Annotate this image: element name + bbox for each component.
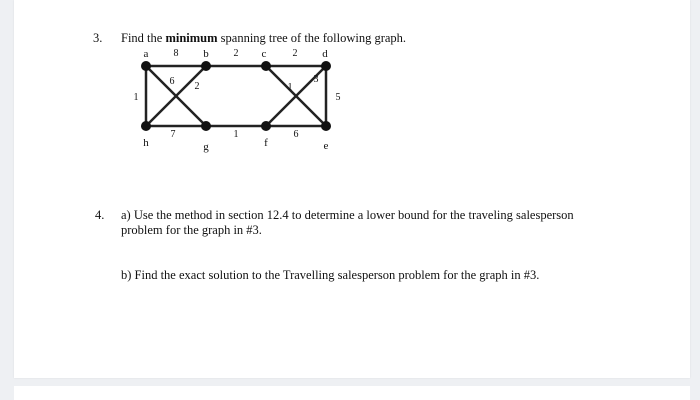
node-b xyxy=(201,61,211,71)
edge-weight-g-f: 1 xyxy=(233,129,239,140)
edge-weight-b-h: 6 xyxy=(169,76,175,87)
node-label-h: h xyxy=(143,137,149,149)
node-label-e: e xyxy=(323,140,329,152)
node-d xyxy=(321,61,331,71)
question-4a-text: a) Use the method in section 12.4 to determine a lower bound for the traveling salesperson problem for the graph in #3. xyxy=(121,208,574,237)
edge-weight-h-g: 7 xyxy=(170,129,176,140)
edge-weight-f-e: 6 xyxy=(293,129,299,140)
question-3-number: 3. xyxy=(93,31,103,45)
node-label-g: g xyxy=(203,141,209,153)
question-3-text-before: Find the xyxy=(121,31,166,45)
node-label-a: a xyxy=(143,48,149,60)
question-4b-text: b) Find the exact solution to the Travelling salesperson problem for the graph in #3. xyxy=(121,268,540,282)
node-label-c: c xyxy=(261,48,267,60)
edge-weight-a-b: 8 xyxy=(173,48,179,59)
edge-weight-a-h: 1 xyxy=(133,92,139,103)
question-3-bold-word: minimum xyxy=(165,31,218,45)
node-e xyxy=(321,121,331,131)
node-c xyxy=(261,61,271,71)
edge-weight-d-e: 5 xyxy=(335,92,341,103)
edge-weight-d-f: 3 xyxy=(313,74,319,85)
node-label-b: b xyxy=(203,48,209,60)
edge-weight-b-c: 2 xyxy=(233,48,239,59)
node-label-f: f xyxy=(264,137,268,149)
node-f xyxy=(261,121,271,131)
node-a xyxy=(141,61,151,71)
node-h xyxy=(141,121,151,131)
question-3-text-after: spanning tree of the following graph. xyxy=(217,31,407,45)
edge-weight-a-g: 2 xyxy=(194,81,200,92)
graph-nodes xyxy=(141,61,331,131)
edge-weight-c-d: 2 xyxy=(292,48,298,59)
graph-edges xyxy=(146,66,326,126)
node-g xyxy=(201,121,211,131)
node-label-d: d xyxy=(322,48,328,60)
edge-weight-c-e: 1 xyxy=(287,82,293,93)
question-4-number: 4. xyxy=(95,208,105,222)
